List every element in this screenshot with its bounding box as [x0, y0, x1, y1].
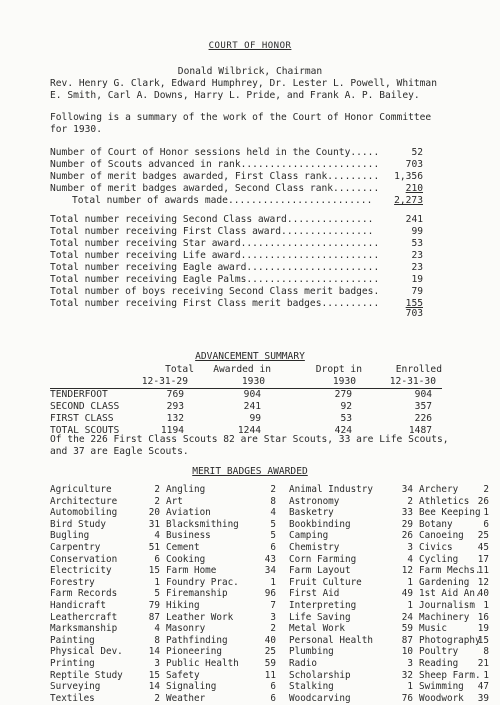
- adv-cell: 53: [340, 413, 352, 424]
- merit-badge-count: 49: [401, 588, 413, 600]
- adv-cell: 769: [166, 389, 184, 400]
- merit-badge-count: 29: [401, 518, 413, 530]
- merit-badge-item: [50, 565, 160, 577]
- merit-badge-name: Chemistry: [289, 542, 340, 553]
- merit-badge-name: Textiles: [50, 692, 95, 704]
- merit-badge-count: 6: [270, 542, 276, 553]
- summary-total-value: 2,273: [394, 195, 423, 206]
- merit-badge-name: Reptile Study: [50, 669, 123, 681]
- merit-badge-item: [50, 612, 160, 624]
- merit-badge-item: [419, 612, 489, 624]
- merit-badge-item: [166, 612, 276, 624]
- merit-badge-name: Electricity: [50, 565, 112, 577]
- merit-badge-name: Agriculture: [50, 484, 112, 495]
- merit-badge-count: 25: [264, 646, 276, 658]
- merit-badge-item: [289, 519, 413, 531]
- adv-row: [0, 389, 500, 401]
- merit-badge-count: 32: [401, 669, 413, 681]
- merit-badge-item: [419, 542, 489, 554]
- merit-badge-item: [419, 670, 489, 682]
- merit-badge-name: Farm Home: [166, 565, 217, 577]
- adv-row-label: TENDERFOOT: [50, 389, 108, 400]
- merit-badge-name: Canoeing: [419, 530, 464, 542]
- first-class-note-2: and 37 are Eagle Scouts.: [50, 446, 189, 457]
- adv-cell: 99: [249, 413, 261, 424]
- merit-badge-name: Reading: [419, 658, 459, 669]
- merit-badge-item: [50, 600, 160, 612]
- merit-badge-count: 8: [154, 634, 160, 646]
- merit-badge-name: Interpreting: [289, 600, 357, 611]
- merit-badge-count: 2: [270, 623, 276, 635]
- adv-cell: 904: [243, 389, 261, 400]
- merit-badge-count: 1: [407, 576, 413, 588]
- merit-badge-name: 1st Aid An.: [419, 588, 481, 600]
- merit-badge-name: Bird Study: [50, 518, 106, 530]
- merit-badge-item: [289, 577, 413, 589]
- merit-badge-count: 4: [154, 623, 160, 635]
- merit-badge-item: [50, 496, 160, 508]
- merit-badge-count: 51: [148, 542, 160, 553]
- merit-badge-item: [289, 554, 413, 566]
- merit-badge-count: 79: [148, 600, 160, 611]
- merit-badge-item: [289, 484, 413, 496]
- receiving-label: Total number receiving Eagle award.......................: [50, 262, 380, 273]
- merit-badge-name: Archery: [419, 484, 459, 495]
- receiving-value: 241: [405, 214, 423, 225]
- merit-badge-count: 2: [154, 692, 160, 704]
- merit-badge-item: [166, 554, 276, 566]
- summary-label: Number of merit badges awarded, Second Class rank........: [50, 183, 380, 194]
- merit-badge-count: 2: [407, 495, 413, 507]
- merit-badge-name: Radio: [289, 658, 317, 669]
- merit-badge-name: Public Health: [166, 658, 239, 669]
- adv-header-row-1: [0, 364, 500, 376]
- merit-badge-count: 1: [407, 600, 413, 611]
- merit-badge-count: 16: [477, 611, 489, 623]
- merit-badge-item: [289, 670, 413, 682]
- adv-col-subheader: 1930: [332, 376, 356, 387]
- merit-badge-item: [289, 681, 413, 693]
- adv-row: [0, 401, 500, 413]
- merit-badge-item: [166, 588, 276, 600]
- merit-badge-item: [50, 519, 160, 531]
- receiving-total-value: 703: [405, 308, 423, 319]
- merit-heading: MERIT BADGES AWARDED: [192, 466, 308, 477]
- merit-badge-count: 2: [154, 495, 160, 507]
- summary-value: 52: [411, 147, 423, 158]
- receiving-value: 23: [411, 262, 423, 273]
- merit-badge-item: [419, 658, 489, 670]
- merit-badge-name: Automobiling: [50, 507, 118, 519]
- merit-badge-count: 14: [148, 646, 160, 658]
- merit-badge-count: 25: [477, 530, 489, 542]
- merit-badge-count: 2: [154, 484, 160, 495]
- merit-badge-count: 6: [154, 553, 160, 565]
- merit-badge-count: 5: [154, 588, 160, 600]
- merit-badge-name: Pathfinding: [166, 634, 228, 646]
- merit-badge-name: Astronomy: [289, 495, 340, 507]
- merit-badge-item: [166, 484, 276, 496]
- merit-badge-item: [50, 588, 160, 600]
- merit-badge-count: 1: [483, 669, 489, 681]
- adv-row-label: SECOND CLASS: [50, 401, 120, 412]
- merit-badge-count: 96: [264, 588, 276, 600]
- merit-badge-name: Weather: [166, 692, 206, 704]
- merit-badge-item: [419, 623, 489, 635]
- merit-badge-count: 59: [401, 623, 413, 635]
- merit-badge-count: 43: [264, 553, 276, 565]
- receiving-value: 99: [411, 226, 423, 237]
- merit-badge-item: [50, 693, 160, 705]
- adv-cell: 357: [414, 401, 432, 412]
- merit-badge-item: [50, 484, 160, 496]
- merit-badge-count: 1: [270, 576, 276, 588]
- merit-badge-name: Metal Work: [289, 623, 345, 635]
- summary-label: Number of Court of Honor sessions held in the County.....: [50, 147, 380, 158]
- merit-badge-item: [419, 646, 489, 658]
- merit-badge-item: [166, 670, 276, 682]
- merit-badge-name: Hiking: [166, 600, 200, 611]
- merit-badge-item: [419, 577, 489, 589]
- merit-badge-count: 6: [270, 692, 276, 704]
- merit-badge-name: Leathercraft: [50, 611, 118, 623]
- adv-cell: 424: [334, 425, 352, 436]
- merit-badge-item: [419, 600, 489, 612]
- merit-badge-item: [50, 554, 160, 566]
- merit-badge-count: 6: [483, 518, 489, 530]
- merit-badge-item: [289, 565, 413, 577]
- adv-cell: 293: [166, 401, 184, 412]
- merit-badge-name: Corn Farming: [289, 553, 357, 565]
- merit-badge-count: 11: [477, 565, 489, 577]
- merit-badge-name: Cement: [166, 542, 200, 553]
- merit-badge-count: 3: [270, 611, 276, 623]
- adv-row: [0, 413, 500, 425]
- adv-row-label: TOTAL SCOUTS: [50, 425, 120, 436]
- adv-col-header: Enrolled: [395, 364, 442, 375]
- summary-value: 1,356: [394, 171, 423, 182]
- merit-badge-count: 15: [148, 565, 160, 577]
- merit-badge-count: 15: [477, 634, 489, 646]
- merit-badge-item: [419, 484, 489, 496]
- merit-badge-count: 31: [148, 518, 160, 530]
- merit-badge-name: Safety: [166, 669, 200, 681]
- merit-badge-name: Stalking: [289, 681, 334, 693]
- merit-badge-name: Architecture: [50, 495, 118, 507]
- merit-badge-name: Journalism: [419, 600, 475, 611]
- merit-badge-name: Farm Mechs.: [419, 565, 481, 577]
- merit-badge-count: 40: [264, 634, 276, 646]
- members-line-1: Rev. Henry G. Clark, Edward Humphrey, Dr. Lester L. Powell, Whitman: [50, 78, 437, 89]
- receiving-value: 79: [411, 286, 423, 297]
- merit-badge-item: [419, 530, 489, 542]
- merit-badge-item: [289, 658, 413, 670]
- merit-badge-item: [50, 658, 160, 670]
- merit-badge-name: Personal Health: [289, 634, 373, 646]
- summary-value: 210: [405, 183, 423, 194]
- merit-badge-count: 3: [154, 658, 160, 669]
- merit-badge-count: 24: [401, 611, 413, 623]
- adv-cell: 904: [414, 389, 432, 400]
- merit-badge-item: [50, 681, 160, 693]
- merit-badge-name: Basketry: [289, 507, 334, 519]
- merit-badge-name: First Aid: [289, 588, 340, 600]
- merit-badge-count: 1: [154, 576, 160, 588]
- adv-col-subheader: 12-31-30: [389, 376, 436, 387]
- merit-badge-item: [50, 542, 160, 554]
- merit-badge-item: [289, 623, 413, 635]
- merit-badge-count: 5: [270, 530, 276, 542]
- merit-badge-name: Camping: [289, 530, 329, 542]
- merit-badge-name: Pioneering: [166, 646, 222, 658]
- merit-badge-count: 15: [148, 669, 160, 681]
- merit-badge-name: Civics: [419, 542, 453, 553]
- merit-badge-item: [50, 623, 160, 635]
- adv-cell: 132: [166, 413, 184, 424]
- merit-badge-item: [166, 496, 276, 508]
- merit-badge-item: [50, 530, 160, 542]
- merit-badge-name: Carpentry: [50, 542, 101, 553]
- adv-cell: 92: [340, 401, 352, 412]
- merit-badge-item: [166, 693, 276, 705]
- first-class-note-1: Of the 226 First Class Scouts 82 are Star Scouts, 33 are Life Scouts,: [50, 434, 449, 445]
- merit-badge-item: [419, 496, 489, 508]
- merit-badge-name: Art: [166, 495, 183, 507]
- adv-cell: 1244: [237, 425, 261, 436]
- receiving-value: 53: [411, 238, 423, 249]
- merit-badge-name: Physical Dev.: [50, 646, 123, 658]
- merit-badge-name: Swimming: [419, 681, 464, 693]
- merit-badge-count: 33: [401, 507, 413, 519]
- merit-badge-item: [289, 600, 413, 612]
- merit-badge-name: Woodcarving: [289, 692, 351, 704]
- merit-badge-count: 39: [477, 692, 489, 704]
- merit-badge-name: Gardening: [419, 576, 470, 588]
- merit-badge-name: Aviation: [166, 507, 211, 519]
- receiving-value: 155: [405, 298, 423, 309]
- merit-badge-count: 2: [483, 484, 489, 495]
- adv-cell: 226: [414, 413, 432, 424]
- merit-badge-count: 4: [407, 553, 413, 565]
- merit-badge-count: 87: [401, 634, 413, 646]
- merit-badge-name: Cooking: [166, 553, 206, 565]
- merit-badge-item: [50, 577, 160, 589]
- merit-badge-item: [166, 681, 276, 693]
- receiving-label: Total number receiving Star award........................: [50, 238, 380, 249]
- receiving-label: Total number receiving Eagle Palms.......................: [50, 274, 380, 285]
- page-title: COURT OF HONOR: [208, 41, 292, 51]
- merit-badge-name: Life Saving: [289, 611, 351, 623]
- merit-badge-count: 8: [270, 495, 276, 507]
- adv-col-header: Dropt in: [315, 364, 362, 375]
- merit-badge-count: 34: [401, 484, 413, 495]
- merit-badge-count: 3: [407, 658, 413, 669]
- intro-line-2: for 1930.: [50, 124, 102, 135]
- merit-badge-count: 4: [270, 507, 276, 519]
- merit-badge-item: [166, 658, 276, 670]
- summary-label: Number of merit badges awarded, First Class rank.........: [50, 171, 380, 182]
- merit-badge-name: Blacksmithing: [166, 518, 239, 530]
- merit-badge-item: [289, 530, 413, 542]
- advancement-heading: ADVANCEMENT SUMMARY: [195, 351, 305, 362]
- merit-badge-name: Printing: [50, 658, 95, 669]
- merit-badge-count: 34: [264, 565, 276, 577]
- merit-badge-name: Conservation: [50, 553, 118, 565]
- merit-badge-item: [289, 507, 413, 519]
- receiving-label: Total number receiving First Class award................: [50, 226, 374, 237]
- adv-col-header: Total: [165, 364, 194, 375]
- merit-badge-name: Sheep Farm.: [419, 669, 481, 681]
- merit-badge-item: [419, 519, 489, 531]
- merit-badge-name: Botany: [419, 518, 453, 530]
- merit-badge-name: Animal Industry: [289, 484, 373, 495]
- adv-col-subheader: 12-31-29: [141, 376, 188, 387]
- adv-cell: 241: [243, 401, 261, 412]
- merit-badge-name: Foundry Prac.: [166, 576, 239, 588]
- merit-badge-count: 12: [477, 576, 489, 588]
- merit-badge-item: [289, 693, 413, 705]
- merit-badge-count: 76: [401, 692, 413, 704]
- merit-badge-count: 4: [154, 530, 160, 542]
- merit-badge-name: Signaling: [166, 681, 217, 693]
- merit-badge-count: 21: [477, 658, 489, 669]
- merit-badge-count: 19: [477, 623, 489, 635]
- merit-badge-item: [419, 693, 489, 705]
- merit-badge-item: [166, 646, 276, 658]
- merit-badge-count: 87: [148, 611, 160, 623]
- merit-badge-name: Business: [166, 530, 211, 542]
- merit-badge-name: Bee Keeping: [419, 507, 481, 519]
- merit-badge-count: 11: [264, 669, 276, 681]
- merit-badge-item: [289, 496, 413, 508]
- merit-badge-name: Angling: [166, 484, 206, 495]
- merit-badge-count: 59: [264, 658, 276, 669]
- merit-badge-count: 1: [407, 681, 413, 693]
- merit-badge-name: Plumbing: [289, 646, 334, 658]
- merit-badge-item: [166, 507, 276, 519]
- merit-badge-name: Forestry: [50, 576, 95, 588]
- merit-badge-name: Leather Work: [166, 611, 234, 623]
- summary-label: Number of Scouts advanced in rank........................: [50, 159, 380, 170]
- merit-badge-count: 47: [477, 681, 489, 693]
- merit-badge-name: Farm Layout: [289, 565, 351, 577]
- merit-badge-name: Athletics: [419, 495, 470, 507]
- merit-badge-item: [289, 542, 413, 554]
- chairman-line: Donald Wilbrick, Chairman: [177, 66, 323, 77]
- merit-badge-name: Marksmanship: [50, 623, 118, 635]
- merit-badge-item: [419, 565, 489, 577]
- merit-badge-count: 14: [148, 681, 160, 693]
- merit-badge-item: [166, 542, 276, 554]
- merit-badge-count: 3: [407, 542, 413, 553]
- merit-badge-name: Woodwork: [419, 692, 464, 704]
- merit-badge-item: [166, 623, 276, 635]
- merit-badge-count: 1: [483, 507, 489, 519]
- adv-cell: 1194: [160, 425, 184, 436]
- merit-badge-count: 20: [148, 507, 160, 519]
- summary-total-label: Total number of awards made.........................: [72, 195, 373, 206]
- merit-badge-item: [166, 530, 276, 542]
- merit-badge-name: Fruit Culture: [289, 576, 362, 588]
- members-line-2: E. Smith, Carl A. Downs, Harry L. Pride, and Frank A. P. Bailey.: [50, 90, 420, 101]
- merit-badge-name: Masonry: [166, 623, 206, 635]
- merit-badge-count: 12: [401, 565, 413, 577]
- merit-badge-item: [50, 507, 160, 519]
- merit-badge-name: Bugling: [50, 530, 90, 542]
- merit-badge-name: Painting: [50, 634, 95, 646]
- receiving-label: Total number receiving First Class merit badges..........: [50, 298, 380, 309]
- merit-badge-name: Bookbinding: [289, 518, 351, 530]
- merit-badge-item: [419, 588, 489, 600]
- merit-badge-count: 26: [401, 530, 413, 542]
- merit-badge-name: Cycling: [419, 553, 459, 565]
- receiving-label: Total number receiving Second Class award...............: [50, 214, 374, 225]
- merit-badge-item: [166, 565, 276, 577]
- receiving-label: Total number of boys receiving Second Class merit badges.: [50, 286, 380, 297]
- merit-badge-item: [50, 646, 160, 658]
- receiving-value: 23: [411, 250, 423, 261]
- adv-col-header: Awarded in: [213, 364, 271, 375]
- merit-badge-name: Farm Records: [50, 588, 118, 600]
- summary-value: 703: [405, 159, 423, 170]
- merit-badge-count: 6: [270, 681, 276, 693]
- merit-badge-item: [166, 600, 276, 612]
- adv-col-subheader: 1930: [241, 376, 265, 387]
- merit-badge-name: Handicraft: [50, 600, 106, 611]
- merit-badge-count: 2: [270, 484, 276, 495]
- merit-badge-item: [289, 588, 413, 600]
- merit-badge-name: Scholarship: [289, 669, 351, 681]
- merit-badge-item: [419, 554, 489, 566]
- merit-badge-count: 26: [477, 495, 489, 507]
- merit-badge-count: 8: [483, 646, 489, 658]
- merit-badge-count: 17: [477, 553, 489, 565]
- merit-badge-item: [289, 646, 413, 658]
- merit-badge-item: [166, 519, 276, 531]
- merit-badge-item: [419, 507, 489, 519]
- merit-badge-count: 1: [483, 600, 489, 611]
- merit-badge-count: 7: [270, 600, 276, 611]
- merit-badge-count: 45: [477, 542, 489, 553]
- merit-badge-item: [166, 577, 276, 589]
- adv-cell: 279: [334, 389, 352, 400]
- receiving-value: 19: [411, 274, 423, 285]
- merit-badge-name: Surveying: [50, 681, 101, 693]
- merit-badge-count: 40: [477, 588, 489, 600]
- merit-badge-item: [419, 681, 489, 693]
- merit-badge-item: [289, 612, 413, 624]
- adv-cell: 1487: [408, 425, 432, 436]
- merit-badge-name: Photography: [419, 634, 481, 646]
- receiving-label: Total number receiving Life award........................: [50, 250, 380, 261]
- adv-header-row-2: [0, 376, 500, 388]
- merit-badge-name: Firemanship: [166, 588, 228, 600]
- adv-row-label: FIRST CLASS: [50, 413, 114, 424]
- merit-badge-name: Music: [419, 623, 447, 635]
- merit-badge-count: 10: [401, 646, 413, 658]
- merit-badge-item: [50, 670, 160, 682]
- merit-badge-name: Poultry: [419, 646, 459, 658]
- intro-line-1: Following is a summary of the work of the Court of Honor Committee: [50, 112, 432, 123]
- merit-badge-name: Machinery: [419, 611, 470, 623]
- merit-badge-count: 5: [270, 518, 276, 530]
